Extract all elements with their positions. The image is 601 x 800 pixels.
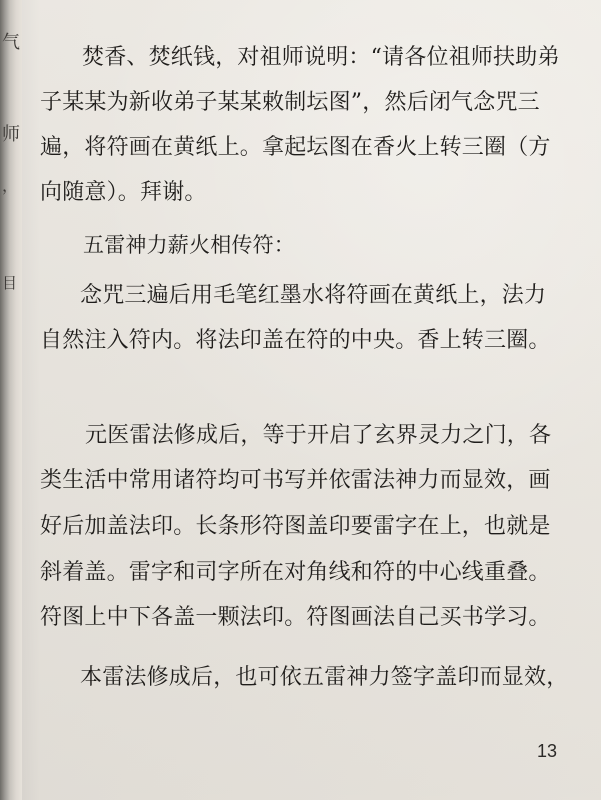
paragraph-line: 向随意）。拜谢。 xyxy=(40,180,207,205)
paragraph-line: 子某某为新收弟子某某敕制坛图”，然后闭气念咒三 xyxy=(40,90,540,115)
paragraph-line: 自然注入符内。将法印盖在符的中央。香上转三圈。 xyxy=(40,328,551,353)
paragraph-line: 本雷法修成后，也可依五雷神力签字盖印而显效， xyxy=(80,665,569,690)
left-margin-text: 师 xyxy=(2,124,20,145)
paragraph-line: 好后加盖法印。长条形符图盖印要雷字在上，也就是 xyxy=(40,514,551,539)
document-page xyxy=(22,0,601,800)
paragraph-line: 元医雷法修成后，等于开启了玄界灵力之门，各 xyxy=(85,423,552,448)
paragraph-line: 遍，将符画在黄纸上。拿起坛图在香火上转三圈（方 xyxy=(40,135,551,160)
paragraph-line: 斜着盖。雷字和司字所在对角线和符的中心线重叠。 xyxy=(40,560,551,585)
paragraph-line: 类生活中常用诸符均可书写并依雷法神力而显效，画 xyxy=(40,468,551,493)
paragraph-line: 符图上中下各盖一颗法印。符图画法自己买书学习。 xyxy=(40,605,551,630)
left-margin-text: 目 xyxy=(2,274,18,292)
left-margin-text: 气 xyxy=(2,32,20,53)
page-number: 13 xyxy=(537,741,558,761)
left-margin-text: ， xyxy=(2,176,19,195)
book-binding-edge xyxy=(0,0,22,800)
paragraph-line: 焚香、焚纸钱，对祖师说明：“请各位祖师扶助弟 xyxy=(82,45,560,70)
paragraph-line: 念咒三遍后用毛笔红墨水将符画在黄纸上，法力 xyxy=(80,283,547,308)
section-title: 五雷神力薪火相传符： xyxy=(83,233,295,257)
